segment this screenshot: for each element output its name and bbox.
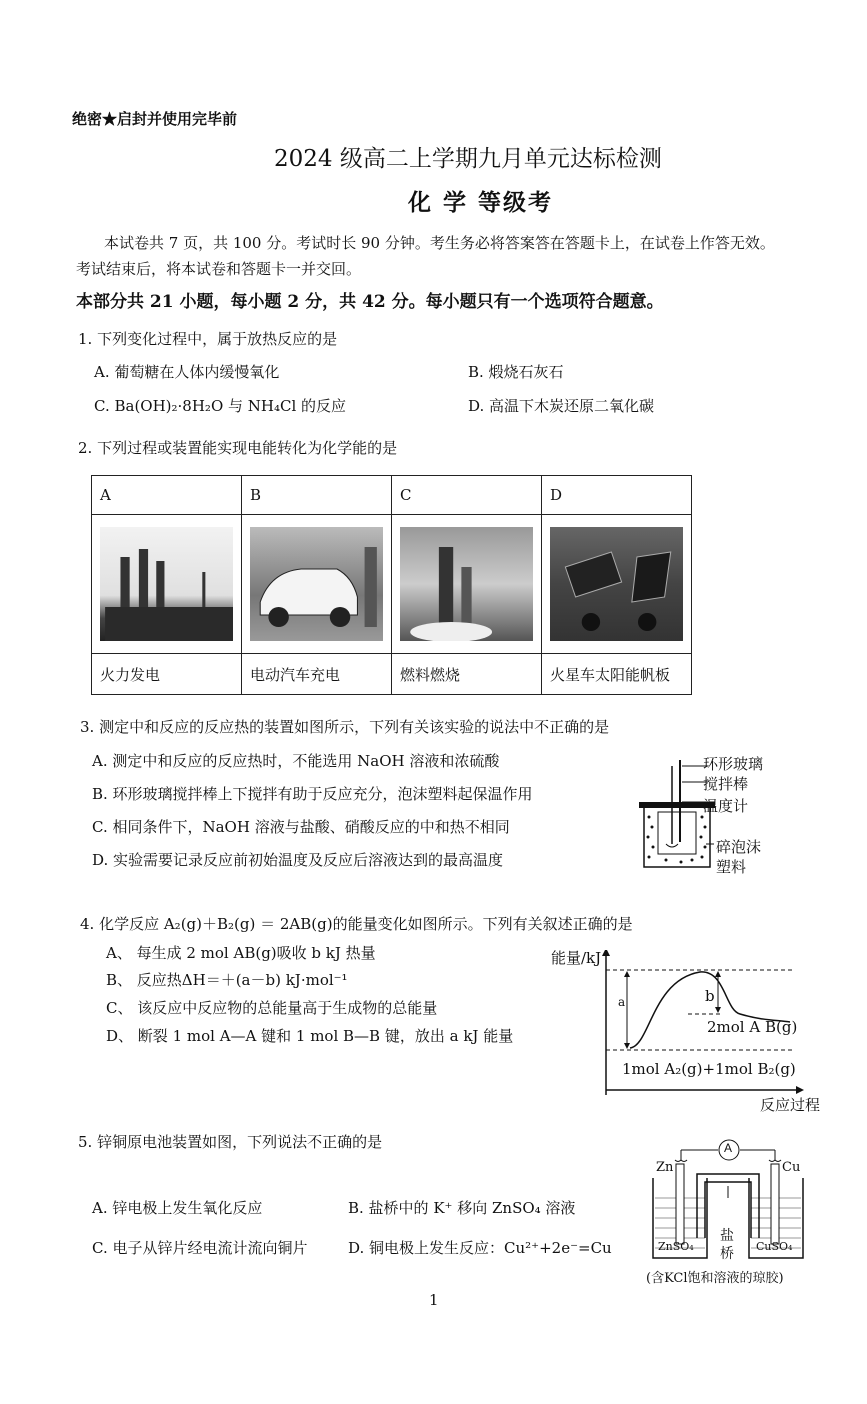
energy-label-b: b — [705, 987, 715, 1005]
q4-stem: 4. 化学反应 A₂(g)＋B₂(g) ＝ 2AB(g)的能量变化如图所示。下列有关叙述正确的是 — [80, 915, 633, 933]
label-ring-glass: 环形玻璃 — [703, 755, 764, 773]
secret-notice: 绝密★启封并使用完毕前 — [72, 110, 238, 128]
q5-option-b: B. 盐桥中的 K⁺ 移向 ZnSO₄ 溶液 — [348, 1199, 576, 1217]
q5-option-a: A. 锌电极上发生氧化反应 — [92, 1199, 263, 1217]
q2-caption-d: 火星车太阳能帆板 — [542, 654, 692, 695]
q5-option-c: C. 电子从锌片经电流计流向铜片 — [92, 1239, 308, 1257]
q5-stem: 5. 锌铜原电池装置如图，下列说法不正确的是 — [78, 1133, 383, 1151]
energy-reactant-label: 1mol A₂(g)+1mol B₂(g) — [622, 1060, 796, 1078]
power-plant-image — [100, 527, 233, 641]
energy-ylabel: 能量/kJ — [551, 949, 602, 967]
zn-electrode-label: Zn — [656, 1160, 674, 1175]
label-foam: 碎泡沫 — [716, 838, 762, 856]
q4-option-d: D、 断裂 1 mol A—A 键和 1 mol B—B 键，放出 a kJ 能量 — [106, 1027, 514, 1045]
section-heading: 本部分共 21 小题，每小题 2 分，共 42 分。每小题只有一个选项符合题意。 — [76, 292, 664, 312]
energy-label-a: a — [618, 995, 626, 1009]
q1-option-a: A. 葡萄糖在人体内缓慢氧化 — [94, 363, 280, 381]
energy-xlabel: 反应过程 — [760, 1096, 821, 1114]
label-plastic: 塑料 — [716, 858, 747, 876]
mars-rover-image — [550, 527, 683, 641]
q4-option-b: B、 反应热ΔH＝＋(a－b) kJ·mol⁻¹ — [106, 971, 348, 989]
salt-bridge-caption: (含KCl饱和溶液的琼胶) — [646, 1271, 784, 1286]
q2-caption-b: 电动汽车充电 — [242, 654, 392, 695]
q3-option-d: D. 实验需要记录反应前初始温度及反应后溶液达到的最高温度 — [92, 851, 504, 869]
q5-option-d: D. 铜电极上发生反应：Cu²⁺+2e⁻=Cu — [348, 1239, 612, 1257]
q4-option-c: C、 该反应中反应物的总能量高于生成物的总能量 — [106, 999, 438, 1017]
q4-option-a: A、 每生成 2 mol AB(g)吸收 b kJ 热量 — [106, 944, 376, 962]
q2-caption-c: 燃料燃烧 — [392, 654, 542, 695]
q1-option-b: B. 煅烧石灰石 — [468, 363, 564, 381]
energy-product-label: 2mol A B(g) — [707, 1018, 798, 1036]
znso4-label: ZnSO₄ — [658, 1240, 694, 1253]
ev-charging-image — [250, 527, 383, 641]
q2-header-b: B — [242, 476, 392, 515]
q2-header-c: C — [392, 476, 542, 515]
q3-stem: 3. 测定中和反应的反应热的装置如图所示，下列有关该实验的说法中不正确的是 — [80, 718, 610, 736]
fuel-burning-image — [400, 527, 533, 641]
q2-options-table — [91, 475, 692, 695]
label-thermometer: 温度计 — [703, 797, 749, 815]
page-number: 1 — [429, 1291, 439, 1309]
q2-stem: 2. 下列过程或装置能实现电能转化为化学能的是 — [78, 439, 398, 457]
q3-option-c: C. 相同条件下，NaOH 溶液与盐酸、硝酸反应的中和热不相同 — [92, 818, 510, 836]
salt-bridge-label-2: 桥 — [720, 1246, 734, 1262]
ammeter-label: A — [724, 1141, 733, 1155]
q1-stem: 1. 下列变化过程中，属于放热反应的是 — [78, 330, 338, 348]
q3-option-b: B. 环形玻璃搅拌棒上下搅拌有助于反应充分，泡沫塑料起保温作用 — [92, 785, 533, 803]
q2-caption-a: 火力发电 — [92, 654, 242, 695]
q1-option-c: C. Ba(OH)₂·8H₂O 与 NH₄Cl 的反应 — [94, 397, 347, 415]
cu-electrode-label: Cu — [782, 1160, 801, 1175]
cuso4-label: CuSO₄ — [756, 1240, 793, 1253]
q3-option-a: A. 测定中和反应的反应热时，不能选用 NaOH 溶液和浓硫酸 — [92, 752, 500, 770]
q2-header-d: D — [542, 476, 692, 515]
q1-option-d: D. 高温下木炭还原二氧化碳 — [468, 397, 655, 415]
instructions-line1: 本试卷共 7 页，共 100 分。考试时长 90 分钟。考生务必将答案答在答题卡上，在试卷上作答无效。 — [104, 234, 775, 252]
instructions-line2: 考试结束后，将本试卷和答题卡一并交回。 — [76, 260, 362, 278]
label-stirrer: 搅拌棒 — [703, 775, 749, 793]
exam-subject: 化 学 等级考 — [408, 189, 554, 216]
salt-bridge-label-1: 盐 — [720, 1228, 734, 1244]
exam-title: 2024 级高二上学期九月单元达标检测 — [274, 146, 662, 172]
q2-header-a: A — [92, 476, 242, 515]
